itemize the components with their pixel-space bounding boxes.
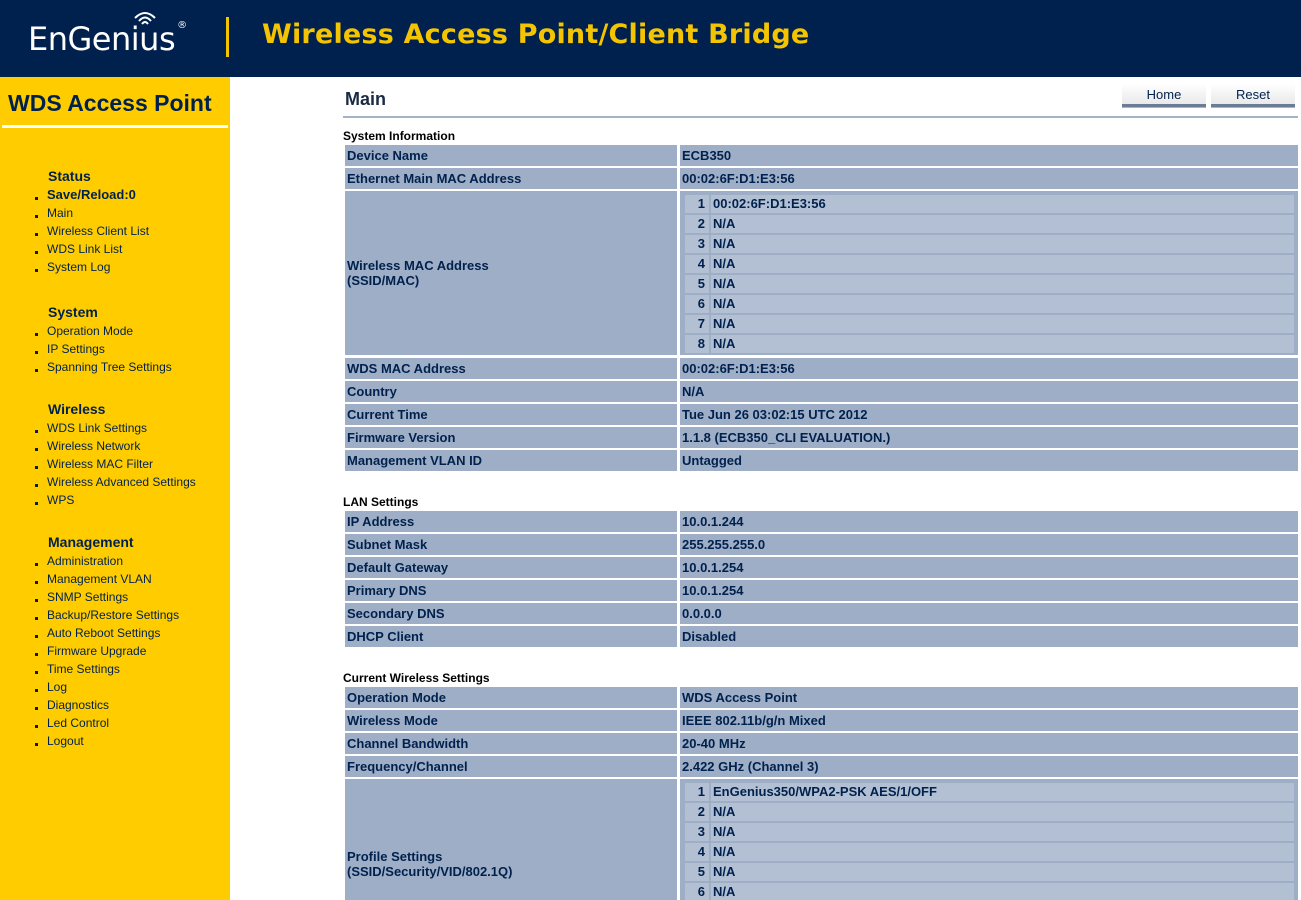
- nav-label: Wireless MAC Filter: [47, 457, 154, 471]
- label-ethernet-mac: Ethernet Main MAC Address: [345, 168, 677, 189]
- entry-value: N/A: [711, 335, 1294, 353]
- bullet-icon: [35, 725, 38, 728]
- row-primary-dns: [345, 580, 1298, 601]
- nav-label: WDS Link List: [47, 242, 123, 256]
- bullet-icon: [35, 466, 38, 469]
- row-subnet-mask: [345, 534, 1298, 555]
- nav-label: SNMP Settings: [47, 590, 129, 604]
- entry-value: N/A: [711, 803, 1294, 821]
- row-firmware-version: [345, 427, 1298, 448]
- value-wireless-mode: IEEE 802.11b/g/n Mixed: [680, 710, 1298, 731]
- label-channel-bandwidth: Channel Bandwidth: [345, 733, 677, 754]
- nav-diagnostics[interactable]: [34, 696, 229, 714]
- bullet-icon: [35, 599, 38, 602]
- nav-log[interactable]: [34, 678, 229, 696]
- label-profile-settings-line1: Profile Settings: [347, 849, 443, 864]
- nav-label: Management VLAN: [47, 572, 152, 586]
- nav-label: WDS Link Settings: [47, 421, 148, 435]
- entry-index: 4: [685, 843, 709, 861]
- label-wireless-mac-line1: Wireless MAC Address: [347, 258, 489, 273]
- entry-index: 7: [685, 315, 709, 333]
- row-frequency-channel: [345, 756, 1298, 777]
- entry-value: N/A: [711, 235, 1294, 253]
- bullet-icon: [35, 707, 38, 710]
- entry-value: EnGenius350/WPA2-PSK AES/1/OFF: [711, 783, 1294, 801]
- nav-management-vlan[interactable]: [34, 570, 229, 588]
- nav-logout[interactable]: [34, 732, 229, 750]
- entry-value: N/A: [711, 275, 1294, 293]
- nav-label: Wireless Advanced Settings: [47, 475, 196, 489]
- nav-heading-management: Management: [48, 534, 134, 550]
- entry-index: 2: [685, 215, 709, 233]
- label-primary-dns: Primary DNS: [345, 580, 677, 601]
- nav-label: System Log: [47, 260, 111, 274]
- nav-led-control[interactable]: [34, 714, 229, 732]
- entry-index: 8: [685, 335, 709, 353]
- reset-button[interactable]: Reset: [1211, 83, 1295, 107]
- nav-snmp-settings[interactable]: [34, 588, 229, 606]
- row-current-time: [345, 404, 1298, 425]
- nav-label: Save/Reload:0: [47, 187, 136, 202]
- entry-index: 5: [685, 863, 709, 881]
- bullet-icon: [35, 689, 38, 692]
- nav-backup-restore-settings[interactable]: [34, 606, 229, 624]
- value-ethernet-mac: 00:02:6F:D1:E3:56: [680, 168, 1298, 189]
- label-subnet-mask: Subnet Mask: [345, 534, 677, 555]
- nav-label: Wireless Network: [47, 439, 141, 453]
- row-channel-bandwidth: [345, 733, 1298, 754]
- nav-operation-mode[interactable]: [34, 322, 229, 340]
- profile-settings-table: [685, 783, 1294, 900]
- row-dhcp-client: [345, 626, 1298, 647]
- nav-wireless-mac-filter[interactable]: [34, 455, 229, 473]
- nav-label: Log: [47, 680, 68, 694]
- table-row: [685, 883, 1294, 900]
- section-lan-settings: LAN Settings: [343, 495, 419, 509]
- row-wireless-mode: [345, 710, 1298, 731]
- table-row: [685, 783, 1294, 801]
- row-operation-mode: [345, 687, 1298, 708]
- entry-value: N/A: [711, 883, 1294, 900]
- value-subnet-mask: 255.255.255.0: [680, 534, 1298, 555]
- header-title: Wireless Access Point/Client Bridge: [262, 19, 810, 50]
- value-management-vlan-id: Untagged: [680, 450, 1298, 471]
- logo-text: EnGenius: [28, 20, 176, 58]
- table-row: [685, 803, 1294, 821]
- value-primary-dns: 10.0.1.254: [680, 580, 1298, 601]
- table-row: [685, 275, 1294, 293]
- row-country: [345, 381, 1298, 402]
- nav-label: WPS: [47, 493, 75, 507]
- bullet-icon: [35, 233, 38, 236]
- sidebar-divider: [2, 125, 228, 128]
- bullet-icon: [35, 743, 38, 746]
- entry-value: N/A: [711, 255, 1294, 273]
- nav-label: Operation Mode: [47, 324, 134, 338]
- row-wds-mac: [345, 358, 1298, 379]
- row-ethernet-mac: [345, 168, 1298, 189]
- row-management-vlan-id: [345, 450, 1298, 471]
- section-system-information: System Information: [343, 129, 456, 143]
- label-wireless-mode: Wireless Mode: [345, 710, 677, 731]
- entry-index: 3: [685, 823, 709, 841]
- nav-section-status: [34, 166, 229, 276]
- nav-main[interactable]: [34, 204, 229, 222]
- label-ip-address: IP Address: [345, 511, 677, 532]
- bullet-icon: [35, 563, 38, 566]
- label-secondary-dns: Secondary DNS: [345, 603, 677, 624]
- nav-label: Firmware Upgrade: [47, 644, 147, 658]
- label-firmware-version: Firmware Version: [345, 427, 677, 448]
- entry-index: 6: [685, 295, 709, 313]
- bullet-icon: [35, 197, 38, 200]
- row-secondary-dns: [345, 603, 1298, 624]
- nav-label: Diagnostics: [47, 698, 110, 712]
- header-divider: [226, 17, 229, 57]
- nav-section-wireless: [34, 399, 229, 509]
- value-country: N/A: [680, 381, 1298, 402]
- label-country: Country: [345, 381, 677, 402]
- logo-registered-mark: ®: [177, 20, 187, 31]
- entry-value: N/A: [711, 843, 1294, 861]
- value-current-time: Tue Jun 26 03:02:15 UTC 2012: [680, 404, 1298, 425]
- entry-value: N/A: [711, 215, 1294, 233]
- nav-heading-status: Status: [48, 168, 91, 184]
- nav-label: Time Settings: [47, 662, 120, 676]
- value-dhcp-client: Disabled: [680, 626, 1298, 647]
- nav-system-log[interactable]: [34, 258, 229, 276]
- label-wireless-mac: [345, 191, 677, 355]
- value-channel-bandwidth: 20-40 MHz: [680, 733, 1298, 754]
- nav-auto-reboot-settings[interactable]: [34, 624, 229, 642]
- table-row: [685, 295, 1294, 313]
- value-frequency-channel: 2.422 GHz (Channel 3): [680, 756, 1298, 777]
- value-device-name: ECB350: [680, 145, 1298, 166]
- nav-firmware-upgrade[interactable]: [34, 642, 229, 660]
- nav-label: Wireless Client List: [47, 224, 150, 238]
- label-wds-mac: WDS MAC Address: [345, 358, 677, 379]
- bullet-icon: [35, 653, 38, 656]
- nav-time-settings[interactable]: [34, 660, 229, 678]
- table-row: [685, 315, 1294, 333]
- nav-label: Administration: [47, 554, 124, 568]
- entry-value: N/A: [711, 863, 1294, 881]
- entry-index: 1: [685, 783, 709, 801]
- bullet-icon: [35, 430, 38, 433]
- nav-spanning-tree-settings[interactable]: [34, 358, 229, 376]
- row-default-gateway: [345, 557, 1298, 578]
- entry-value: N/A: [711, 823, 1294, 841]
- label-profile-settings: [345, 779, 677, 900]
- value-ip-address: 10.0.1.244: [680, 511, 1298, 532]
- bullet-icon: [35, 215, 38, 218]
- bullet-icon: [35, 351, 38, 354]
- table-row: [685, 195, 1294, 213]
- entry-index: 3: [685, 235, 709, 253]
- table-row: [685, 823, 1294, 841]
- nav-label: Main: [47, 206, 74, 220]
- bullet-icon: [35, 635, 38, 638]
- value-wds-mac: 00:02:6F:D1:E3:56: [680, 358, 1298, 379]
- entry-value: N/A: [711, 295, 1294, 313]
- value-default-gateway: 10.0.1.254: [680, 557, 1298, 578]
- sidebar: [0, 77, 230, 900]
- nav-wireless-advanced-settings[interactable]: [34, 473, 229, 491]
- label-dhcp-client: DHCP Client: [345, 626, 677, 647]
- table-row: [685, 863, 1294, 881]
- nav-wireless-network[interactable]: [34, 437, 229, 455]
- table-row: [685, 335, 1294, 353]
- entry-value: 00:02:6F:D1:E3:56: [711, 195, 1294, 213]
- table-row: [685, 255, 1294, 273]
- nav-wds-link-settings[interactable]: [34, 419, 229, 437]
- bullet-icon: [35, 671, 38, 674]
- bullet-icon: [35, 269, 38, 272]
- bullet-icon: [35, 251, 38, 254]
- nav-label: IP Settings: [47, 342, 105, 356]
- nav-save-reload[interactable]: [34, 186, 229, 204]
- label-profile-settings-line2: (SSID/Security/VID/802.1Q): [347, 864, 513, 879]
- nav-label: Spanning Tree Settings: [47, 360, 172, 374]
- section-current-wireless-settings: Current Wireless Settings: [343, 671, 490, 685]
- nav-section-system: [34, 302, 229, 376]
- title-divider: [343, 116, 1298, 118]
- nav-heading-wireless: Wireless: [48, 401, 106, 417]
- nav-heading-system: System: [48, 304, 98, 320]
- value-firmware-version: 1.1.8 (ECB350_CLI EVALUATION.): [680, 427, 1298, 448]
- nav-wireless-client-list[interactable]: [34, 222, 229, 240]
- label-device-name: Device Name: [345, 145, 677, 166]
- label-wireless-mac-line2: (SSID/MAC): [347, 273, 420, 288]
- wifi-waves-icon: [131, 9, 159, 27]
- bullet-icon: [35, 502, 38, 505]
- bullet-icon: [35, 581, 38, 584]
- engenius-logo: [28, 20, 187, 58]
- sidebar-mode-title: WDS Access Point: [8, 90, 212, 116]
- table-row: [685, 215, 1294, 233]
- label-management-vlan-id: Management VLAN ID: [345, 450, 677, 471]
- label-operation-mode: Operation Mode: [345, 687, 677, 708]
- table-row: [685, 235, 1294, 253]
- nav-administration[interactable]: [34, 552, 229, 570]
- nav-section-management: [34, 532, 229, 750]
- nav-label: Led Control: [47, 716, 110, 730]
- nav-label: Auto Reboot Settings: [47, 626, 161, 640]
- bullet-icon: [35, 448, 38, 451]
- value-operation-mode: WDS Access Point: [680, 687, 1298, 708]
- entry-value: N/A: [711, 315, 1294, 333]
- entry-index: 6: [685, 883, 709, 900]
- nav-wds-link-list[interactable]: [34, 240, 229, 258]
- nav-ip-settings[interactable]: [34, 340, 229, 358]
- nav-label: Logout: [47, 734, 84, 748]
- page-title: Main: [345, 89, 387, 109]
- value-secondary-dns: 0.0.0.0: [680, 603, 1298, 624]
- bullet-icon: [35, 369, 38, 372]
- entry-index: 4: [685, 255, 709, 273]
- table-row: [685, 843, 1294, 861]
- row-ip-address: [345, 511, 1298, 532]
- label-frequency-channel: Frequency/Channel: [345, 756, 677, 777]
- row-device-name: [345, 145, 1298, 166]
- entry-index: 5: [685, 275, 709, 293]
- label-current-time: Current Time: [345, 404, 677, 425]
- entry-index: 1: [685, 195, 709, 213]
- bullet-icon: [35, 617, 38, 620]
- label-default-gateway: Default Gateway: [345, 557, 677, 578]
- wireless-mac-table: [685, 195, 1294, 355]
- nav-label: Backup/Restore Settings: [47, 608, 180, 622]
- bullet-icon: [35, 484, 38, 487]
- entry-index: 2: [685, 803, 709, 821]
- nav-wps[interactable]: [34, 491, 229, 509]
- bullet-icon: [35, 333, 38, 336]
- home-button[interactable]: Home: [1122, 83, 1206, 107]
